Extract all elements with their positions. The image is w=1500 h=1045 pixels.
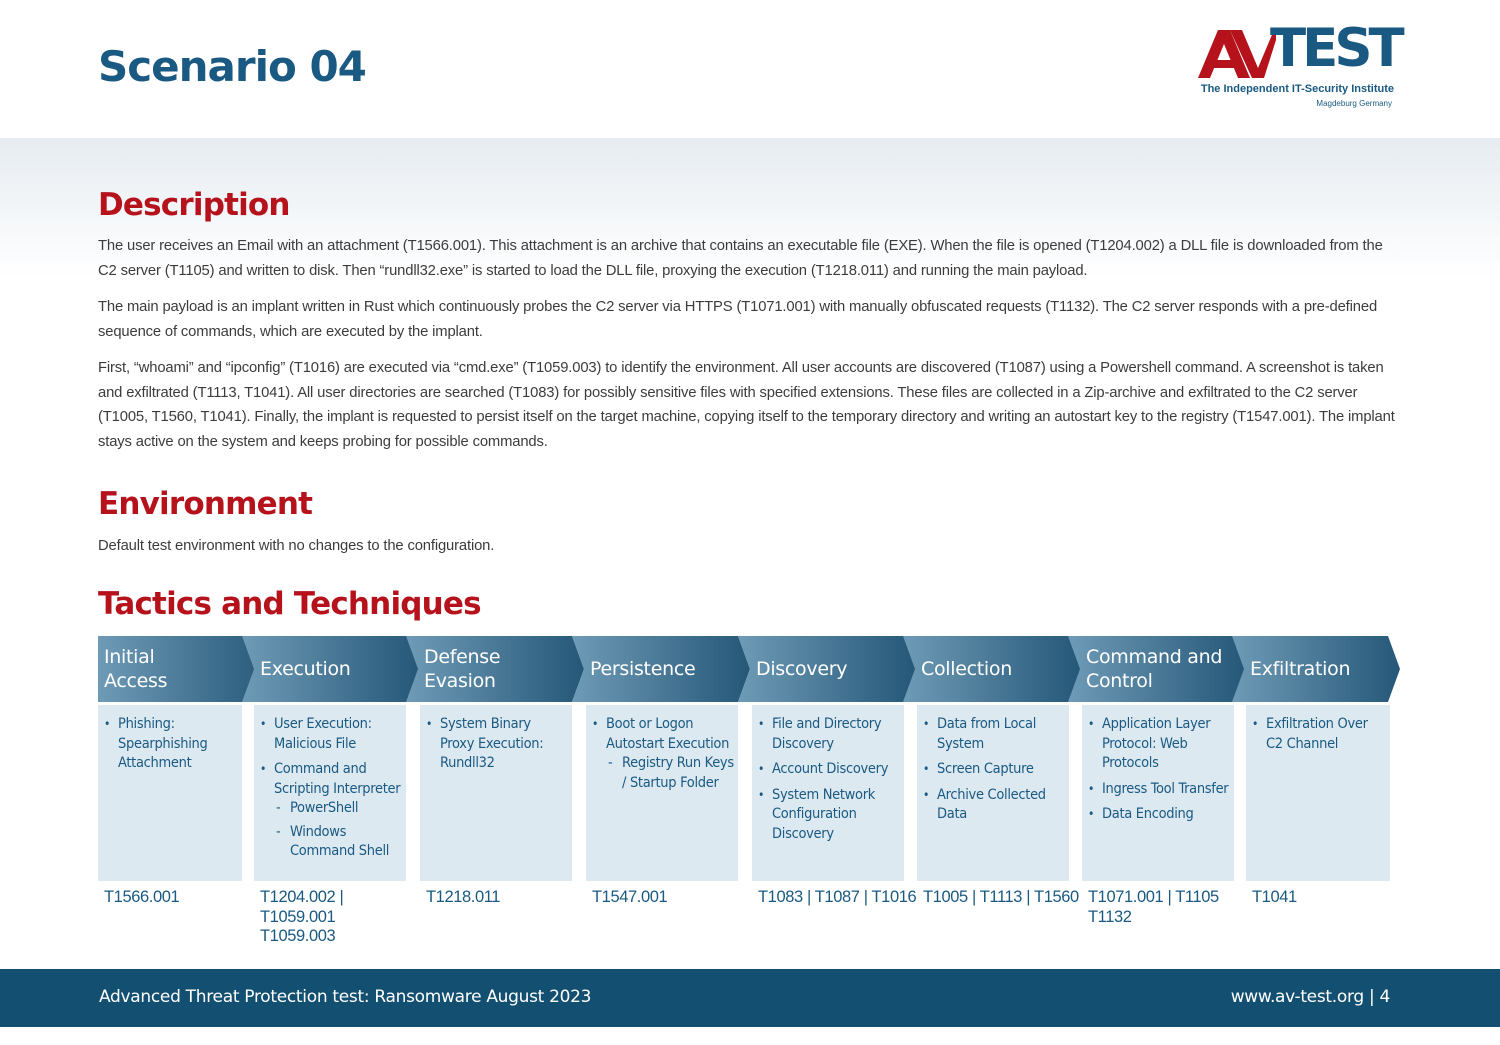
page-title: Scenario 04 bbox=[98, 42, 366, 91]
tactic-techniques-box bbox=[586, 705, 738, 881]
tactic-name: Defense Evasion bbox=[424, 646, 501, 692]
sub-technique-item: - Registry Run Keys / Startup Folder bbox=[608, 754, 734, 793]
technique-ids: T1204.002 | T1059.001 T1059.003 bbox=[260, 888, 344, 945]
tactics-chevron-flow bbox=[98, 636, 1400, 945]
technique-ids: T1566.001 bbox=[104, 888, 180, 906]
tactic-column bbox=[242, 636, 422, 945]
technique-item: • System Network Configuration Discovery bbox=[758, 786, 900, 845]
technique-item: • Data Encoding bbox=[1088, 805, 1230, 825]
technique-item: • Application Layer Protocol: Web Protocols bbox=[1088, 715, 1230, 774]
logo-tagline: The Independent IT-Security Institute bbox=[1200, 83, 1394, 95]
technique-item: • File and Directory Discovery bbox=[758, 715, 900, 754]
tactic-name: Execution bbox=[260, 658, 351, 680]
technique-ids: T1005 | T1113 | T1560 bbox=[923, 888, 1079, 906]
av-logo-mark bbox=[1196, 30, 1276, 78]
tactic-header-chevron bbox=[242, 636, 420, 702]
logo-wordmark: TEST bbox=[1270, 18, 1401, 79]
page-footer bbox=[0, 969, 1500, 1027]
technique-item: • Archive Collected Data bbox=[923, 786, 1065, 825]
tactic-techniques-box bbox=[98, 705, 242, 881]
tactic-techniques-box bbox=[420, 705, 572, 881]
sub-technique-item: - PowerShell bbox=[276, 799, 402, 819]
technique-item: • Boot or Logon Autostart Execution - Registry Run Keys / Startup Folder bbox=[592, 715, 734, 793]
tactic-header-chevron bbox=[406, 636, 584, 702]
tactic-header-chevron bbox=[738, 636, 916, 702]
description-heading: Description bbox=[98, 187, 290, 223]
technique-item: • System Binary Proxy Execution: Rundll32 bbox=[426, 715, 568, 774]
technique-item: • Exfiltration Over C2 Channel bbox=[1252, 715, 1386, 754]
technique-ids: T1547.001 bbox=[592, 888, 668, 906]
tactics-heading: Tactics and Techniques bbox=[98, 586, 481, 622]
tactic-name: Discovery bbox=[756, 658, 848, 680]
logo-location: Magdeburg Germany bbox=[1316, 99, 1392, 108]
environment-text: Default test environment with no changes to the configuration. bbox=[98, 538, 495, 554]
tactic-techniques-box bbox=[254, 705, 406, 881]
tactic-techniques-box bbox=[752, 705, 904, 881]
technique-ids: T1083 | T1087 | T1016 bbox=[758, 888, 917, 906]
technique-ids: T1041 bbox=[1252, 888, 1297, 906]
technique-item: • User Execution: Malicious File bbox=[260, 715, 402, 754]
tactic-header-chevron bbox=[1232, 636, 1400, 702]
tactic-column bbox=[1068, 636, 1248, 936]
technique-ids: T1071.001 | T1105 T1132 bbox=[1088, 888, 1219, 926]
tactic-header-chevron bbox=[1068, 636, 1246, 702]
description-paragraph-1: The user receives an Email with an attachment (T1566.001). This attachment is an archive that contains an executable file (EXE). When the file is opened (T1204.002) a DLL file is downloaded from the C2 server (T1105) and written to disk. Then “rundll32.exe” is started to load the DLL file, proxying the execution (T1218.011) and running the main payload. bbox=[98, 238, 1383, 279]
tactic-name: Command and Control bbox=[1086, 646, 1223, 692]
technique-ids: T1218.011 bbox=[426, 888, 501, 906]
tactic-name: Initial Access bbox=[104, 646, 168, 692]
page-header bbox=[0, 0, 1500, 138]
tactic-header-chevron bbox=[903, 636, 1081, 702]
environment-heading: Environment bbox=[98, 486, 313, 522]
tactic-header-chevron bbox=[572, 636, 750, 702]
description-paragraph-3: First, “whoami” and “ipconfig” (T1016) are executed via “cmd.exe” (T1059.003) to identify the environment. All user accounts are discovered (T1087) using a Powershell command. A screenshot is taken and exfiltrated (T1113, T1041). All user directories are searched (T1083) for possibly sensitive files with specified extensions. These files are collected in a Zip-archive and exfiltrated to the C2 server (T1005, T1560, T1041). Finally, the implant is requested to persist itself on the target machine, copying itself to the temporary directory and writing an autostart key to the registry (T1547.001). The implant stays active on the system and keeps probing for possible commands. bbox=[98, 360, 1395, 450]
technique-item: • Command and Scripting Interpreter - PowerShell - Windows Command Shell bbox=[260, 760, 402, 862]
tactic-techniques-box bbox=[917, 705, 1069, 881]
tactic-column bbox=[738, 636, 918, 936]
tactic-name: Persistence bbox=[590, 658, 696, 680]
footer-url-page: www.av-test.org | 4 bbox=[1230, 987, 1390, 1007]
technique-item: • Phishing: Spearphishing Attachment bbox=[104, 715, 238, 774]
tactic-column bbox=[903, 636, 1083, 936]
av-test-logo bbox=[1196, 18, 1406, 112]
technique-item: • Screen Capture bbox=[923, 760, 1065, 780]
description-paragraph-2: The main payload is an implant written in Rust which continuously probes the C2 server via HTTPS (T1071.001) with manually obfuscated requests (T1132). The C2 server responds with a pre-defined sequence of commands, which are executed by the implant. bbox=[98, 299, 1378, 340]
tactic-column bbox=[406, 636, 586, 936]
tactic-techniques-box bbox=[1082, 705, 1234, 881]
tactic-name: Collection bbox=[921, 658, 1012, 680]
tactic-techniques-box bbox=[1246, 705, 1390, 881]
technique-item: • Account Discovery bbox=[758, 760, 900, 780]
sub-technique-item: - Windows Command Shell bbox=[276, 823, 402, 862]
tactic-column bbox=[572, 636, 752, 936]
tactic-name: Exfiltration bbox=[1250, 658, 1351, 680]
footer-report-title: Advanced Threat Protection test: Ransomware August 2023 bbox=[99, 987, 592, 1007]
tactic-column bbox=[1232, 636, 1412, 936]
technique-item: • Data from Local System bbox=[923, 715, 1065, 754]
technique-item: • Ingress Tool Transfer bbox=[1088, 780, 1230, 800]
